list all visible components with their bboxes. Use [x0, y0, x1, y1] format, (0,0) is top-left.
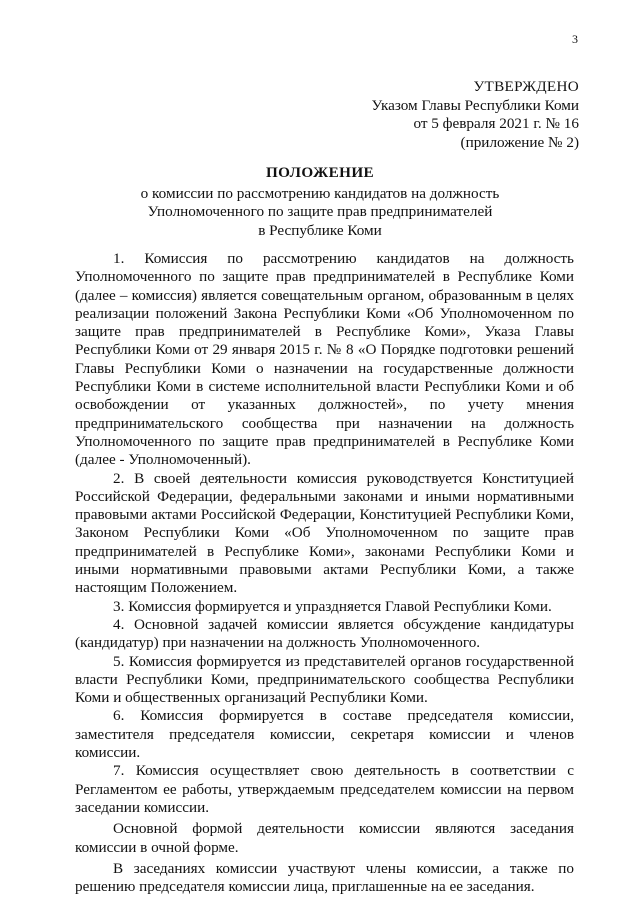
approval-heading: УТВЕРЖДЕНО [473, 78, 579, 95]
document-title: ПОЛОЖЕНИЕ [265, 164, 375, 181]
page-number: 3 [572, 32, 578, 46]
paragraph-3: 3. Комиссия формируется и упраздняется Главой Республики Коми. [113, 597, 552, 615]
paragraph-7-participants: В заседаниях комиссии участвуют члены комиссии, а также по решению председателя комиссии лица, приглашенные на ее заседания. [75, 859, 574, 896]
approval-stamp-block [372, 78, 579, 152]
document-body [75, 250, 574, 896]
paragraph-6: 6. Комиссия формируется в составе председателя комиссии, заместителя председателя комиссии, секретаря комиссии и членов комиссии. [75, 707, 574, 762]
approval-date: от 5 февраля 2021 г. № 16 [413, 115, 579, 132]
approval-decree: Указом Главы Республики Коми [371, 96, 579, 114]
paragraph-7: 7. Комиссия осуществляет свою деятельность в соответствии с Регламентом ее работы, утверждаемым председателем комиссии на первом заседании комиссии. [75, 762, 574, 816]
approval-annex: (приложение № 2) [460, 133, 579, 151]
paragraph-5: 5. Комиссия формируется из представителей органов государственной власти Республики Коми, предпринимательского сообщества Республики Коми и общественных организаций Республики Коми. [75, 652, 574, 707]
paragraph-1: 1. Комиссия по рассмотрению кандидатов на должность Уполномоченного по защите прав предпринимателей в Республике Коми (далее – комиссия) является совещательным органом, образованным в целях реализации положений Закона Республики Коми «Об Уполномоченном по защите прав предпринимателей в Республике Коми», Указа Главы Республики Коми от 29 января 2015 г. № 8 «О Порядке подготовки решений Главы Республики Коми о назначении на государственные должности Республики Коми в системе исполнительной власти Республики Коми и об освобождении от указанных должностей», по учету мнения предпринимательского сообщества при назначении на должность Уполномоченного по защите прав предпринимателей в Республике Коми (далее - Уполномоченный). [75, 250, 574, 469]
document-title-block [0, 164, 640, 240]
document-subtitle-line-2: Уполномоченного по защите прав предпринимателей [147, 203, 493, 220]
document-subtitle-line-1: о комиссии по рассмотрению кандидатов на должность [140, 184, 500, 202]
paragraph-7-continued: Основной формой деятельности комиссии являются заседания комиссии в очной форме. [75, 820, 574, 856]
paragraph-2: 2. В своей деятельности комиссия руководствуется Конституцией Российской Федерации, федеральными законами и иными нормативными правовыми актами Российской Федерации, Конституцией Республики Коми, Законом Республики Коми «Об Уполномоченном по защите прав предпринимателей в Республике Коми», законами Республики Коми и иными нормативными правовыми актами Республики Коми, а также настоящим Положением. [75, 469, 574, 597]
paragraph-4: 4. Основной задачей комиссии является обсуждение кандидатуры (кандидатур) при назначении на должность Уполномоченного. [75, 615, 574, 652]
document-subtitle-line-3: в Республике Коми [258, 221, 382, 239]
